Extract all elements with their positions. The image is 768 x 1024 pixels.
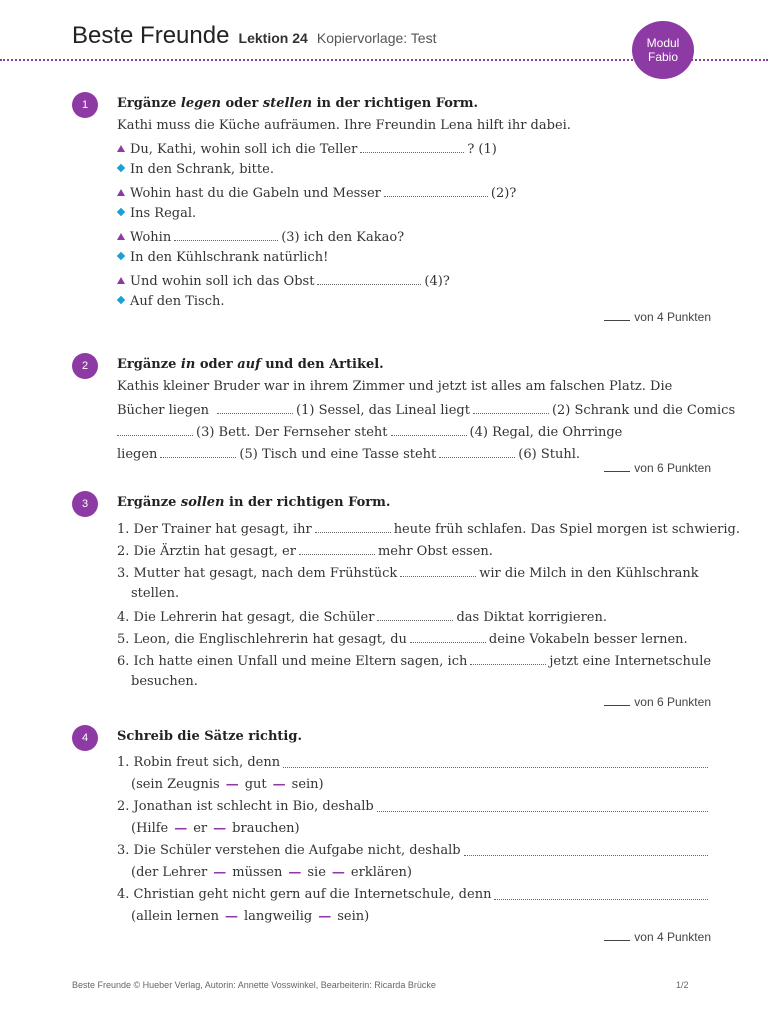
answer-line[interactable] bbox=[377, 799, 708, 812]
list-item: 3. Mutter hat gesagt, nach dem Frühstück wir die Milch in den Kühlschrank bbox=[117, 566, 699, 581]
dialogue-line: In den Schrank, bitte. bbox=[117, 162, 274, 178]
worksheet-type: Kopiervorlage: Test bbox=[316, 30, 437, 46]
list-item: 2. Die Ärztin hat gesagt, er mehr Obst essen. bbox=[117, 544, 493, 559]
dash-icon: — bbox=[213, 821, 227, 836]
list-item: 4. Die Lehrerin hat gesagt, die Schüler das Diktat korrigieren. bbox=[117, 610, 608, 625]
exercise-2-score: von 6 Punkten bbox=[604, 461, 711, 475]
modul-badge-line1: Modul bbox=[646, 36, 680, 50]
sentence-line: 4. Christian geht nicht gern auf die Internetschule, denn bbox=[117, 887, 711, 903]
exercise-1-score: von 4 Punkten bbox=[604, 310, 711, 324]
answer-blank[interactable] bbox=[315, 520, 391, 533]
answer-blank[interactable] bbox=[360, 140, 464, 153]
word-hint: (allein lernen — langweilig — sein) bbox=[131, 909, 370, 924]
dialogue-line: Wohin hast du die Gabeln und Messer (2)? bbox=[117, 184, 516, 202]
list-item-continuation: stellen. bbox=[131, 586, 180, 601]
header-title bbox=[72, 22, 436, 50]
triangle-icon bbox=[117, 277, 125, 284]
answer-blank[interactable] bbox=[160, 445, 236, 458]
footer-credit: Beste Freunde © Hueber Verlag, Autorin: Annette Vosswinkel, Bearbeiterin: Ricarda Brücke bbox=[72, 980, 436, 990]
dash-icon: — bbox=[331, 865, 345, 880]
exercise-4-title: Schreib die Sätze richtig. bbox=[117, 729, 302, 744]
dialogue-line: Und wohin soll ich das Obst (4)? bbox=[117, 272, 450, 290]
exercise-2-title: Ergänze in oder auf und den Artikel. bbox=[117, 357, 384, 372]
exercise-1-intro: Kathi muss die Küche aufräumen. Ihre Freundin Lena hilft ihr dabei. bbox=[117, 118, 571, 133]
lesson-label: Lektion 24 bbox=[238, 30, 308, 46]
answer-blank[interactable] bbox=[400, 564, 476, 577]
dash-icon: — bbox=[318, 909, 332, 924]
answer-line[interactable] bbox=[283, 755, 708, 768]
dialogue-line: Auf den Tisch. bbox=[117, 294, 225, 310]
dash-icon: — bbox=[174, 821, 188, 836]
sentence-line: 1. Robin freut sich, denn bbox=[117, 755, 711, 771]
answer-blank[interactable] bbox=[410, 630, 486, 643]
exercise-number-3: 3 bbox=[72, 491, 98, 517]
brand-title: Beste Freunde bbox=[72, 22, 230, 49]
answer-blank[interactable] bbox=[377, 608, 453, 621]
exercise-2-text: liegen (5) Tisch und eine Tasse steht (6) Stuhl. bbox=[117, 447, 580, 462]
triangle-icon bbox=[117, 233, 125, 240]
exercise-1-title: Ergänze legen oder stellen in der richtigen Form. bbox=[117, 96, 479, 111]
score-blank[interactable] bbox=[604, 940, 630, 941]
exercise-number-1: 1 bbox=[72, 92, 98, 118]
answer-line[interactable] bbox=[494, 887, 708, 900]
dialogue-line: Du, Kathi, wohin soll ich die Teller ? (1) bbox=[117, 140, 497, 158]
exercise-2-text: Kathis kleiner Bruder war in ihrem Zimmer und jetzt ist alles am falschen Platz. Die bbox=[117, 379, 673, 394]
answer-blank[interactable] bbox=[217, 401, 293, 414]
answer-blank[interactable] bbox=[317, 272, 421, 285]
list-item-continuation: besuchen. bbox=[131, 674, 198, 689]
answer-blank[interactable] bbox=[473, 401, 549, 414]
dash-icon: — bbox=[213, 865, 227, 880]
word-hint: (sein Zeugnis — gut — sein) bbox=[131, 777, 324, 792]
diamond-icon bbox=[117, 164, 125, 172]
score-blank[interactable] bbox=[604, 705, 630, 706]
triangle-icon bbox=[117, 189, 125, 196]
dialogue-line: In den Kühlschrank natürlich! bbox=[117, 250, 328, 266]
dash-icon: — bbox=[288, 865, 302, 880]
exercise-2-text: (3) Bett. Der Fernseher steht (4) Regal, die Ohrringe bbox=[117, 423, 622, 441]
score-blank[interactable] bbox=[604, 320, 630, 321]
page-number: 1/2 bbox=[676, 980, 689, 990]
diamond-icon bbox=[117, 296, 125, 304]
diamond-icon bbox=[117, 208, 125, 216]
dialogue-line: Ins Regal. bbox=[117, 206, 196, 222]
modul-badge bbox=[632, 21, 694, 79]
triangle-icon bbox=[117, 145, 125, 152]
answer-blank[interactable] bbox=[384, 184, 488, 197]
answer-blank[interactable] bbox=[470, 652, 546, 665]
answer-blank[interactable] bbox=[391, 423, 467, 436]
answer-blank[interactable] bbox=[117, 423, 193, 436]
dash-icon: — bbox=[272, 777, 286, 792]
list-item: 5. Leon, die Englischlehrerin hat gesagt, du deine Vokabeln besser lernen. bbox=[117, 632, 688, 647]
diamond-icon bbox=[117, 252, 125, 260]
dialogue-line: Wohin (3) ich den Kakao? bbox=[117, 228, 404, 246]
exercise-2-text: Bücher liegen (1) Sessel, das Lineal liegt (2) Schrank und die Comics bbox=[117, 403, 736, 418]
answer-blank[interactable] bbox=[439, 445, 515, 458]
exercise-3-score: von 6 Punkten bbox=[604, 695, 711, 709]
word-hint: (der Lehrer — müssen — sie — erklären) bbox=[131, 865, 412, 880]
list-item: 6. Ich hatte einen Unfall und meine Eltern sagen, ich jetzt eine Internetschule bbox=[117, 654, 712, 669]
exercise-number-4: 4 bbox=[72, 725, 98, 751]
list-item: 1. Der Trainer hat gesagt, ihr heute früh schlafen. Das Spiel morgen ist schwierig. bbox=[117, 522, 741, 537]
exercise-3-title: Ergänze sollen in der richtigen Form. bbox=[117, 495, 391, 510]
sentence-line: 2. Jonathan ist schlecht in Bio, deshalb bbox=[117, 799, 711, 815]
word-hint: (Hilfe — er — brauchen) bbox=[131, 821, 300, 836]
answer-line[interactable] bbox=[464, 843, 708, 856]
score-blank[interactable] bbox=[604, 471, 630, 472]
dash-icon: — bbox=[225, 777, 239, 792]
sentence-line: 3. Die Schüler verstehen die Aufgabe nicht, deshalb bbox=[117, 843, 711, 859]
exercise-4-score: von 4 Punkten bbox=[604, 930, 711, 944]
modul-badge-line2: Fabio bbox=[647, 50, 679, 64]
dash-icon: — bbox=[225, 909, 238, 924]
answer-blank[interactable] bbox=[299, 542, 375, 555]
answer-blank[interactable] bbox=[174, 228, 278, 241]
exercise-number-2: 2 bbox=[72, 353, 98, 379]
